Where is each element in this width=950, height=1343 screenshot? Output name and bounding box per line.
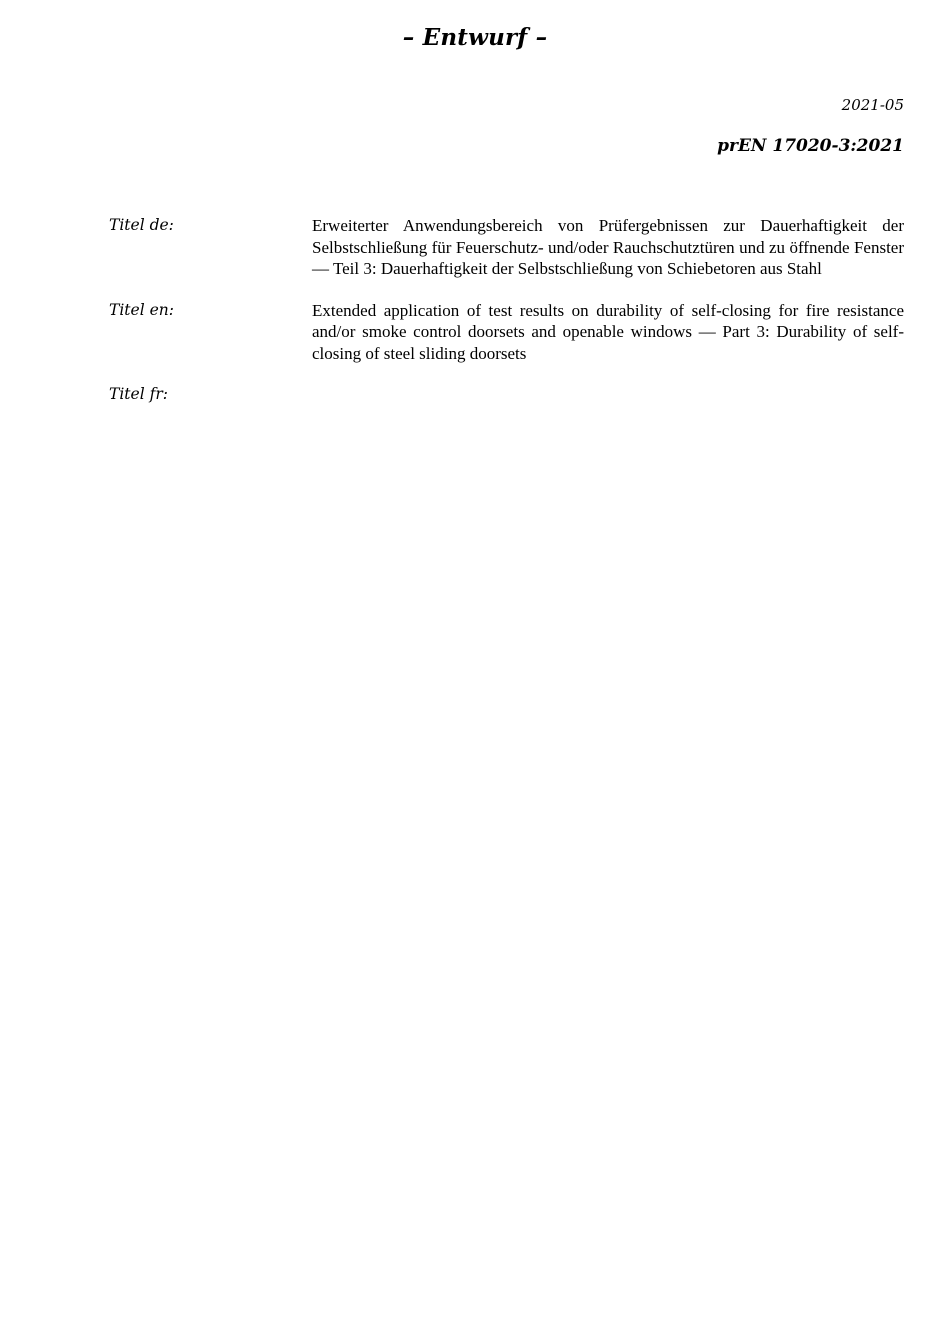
document-number: prEN 17020-3:2021 [717, 136, 904, 156]
title-text-en: Extended application of test results on durability of self-closing for fire resistance and/or smoke control doorsets and openable windows — Part 3: Durability of self-closing of steel sliding doorsets [312, 300, 904, 363]
title-row-fr [109, 384, 904, 406]
title-row-de [109, 215, 904, 280]
title-text-fr [312, 384, 904, 406]
title-label-de: Titel de: [109, 216, 174, 234]
title-label-en: Titel en: [109, 300, 174, 319]
document-date: 2021-05 [841, 96, 904, 114]
titles-section [109, 215, 904, 426]
title-text-de: Erweiterter Anwendungsbereich von Prüfergebnissen zur Dauerhaftigkeit der Selbstschließung für Feuerschutz- und/oder Rauchschutztüren und zu öffnende Fenster — Teil 3: Dauerhaftigkeit der Selbstschließung von Schiebetoren aus Stahl [312, 216, 904, 278]
title-row-en [109, 300, 904, 365]
title-label-fr: Titel fr: [109, 385, 168, 403]
draft-header: – Entwurf – [402, 24, 548, 51]
